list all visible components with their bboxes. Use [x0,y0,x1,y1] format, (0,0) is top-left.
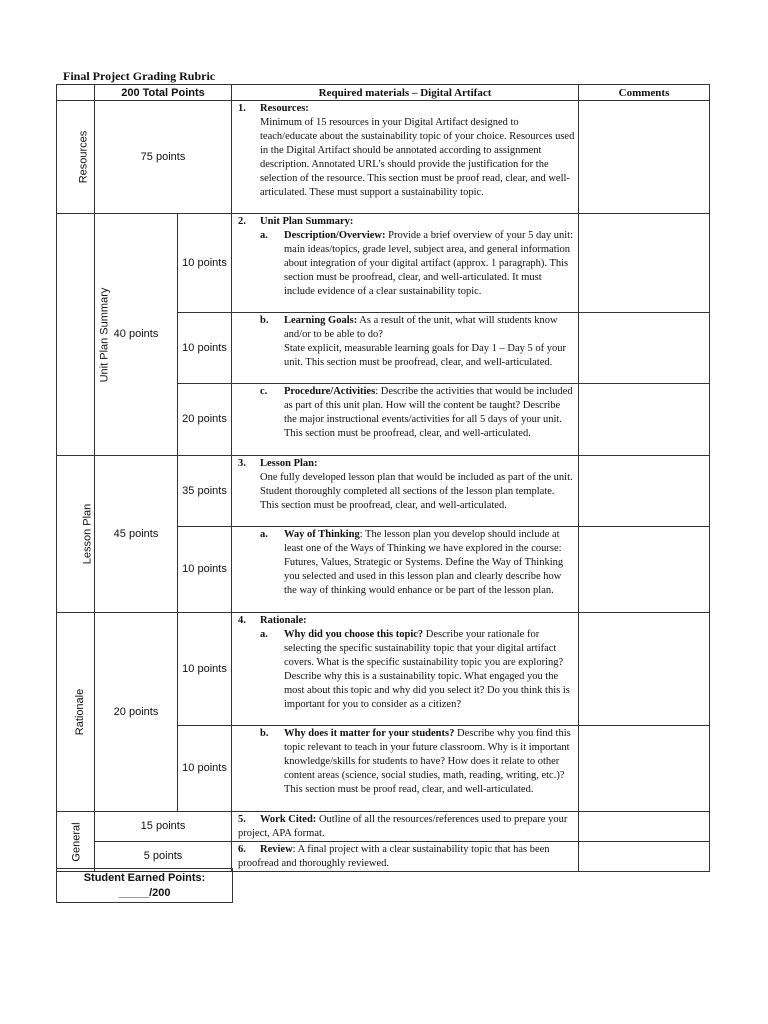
unit-plan-b-comments[interactable] [579,313,710,384]
header-row [57,85,710,101]
unit-plan-a-comments[interactable] [579,214,710,313]
lesson-plan-1-points: 35 points [178,456,232,527]
lesson-plan-points: 45 points [95,456,178,613]
lesson-plan-2-points: 10 points [178,527,232,613]
general-2-comments[interactable] [579,842,710,872]
rationale-b-description: b. Why does it matter for your students? Describe why you find this topic relevant to teach in your future classroom. Why is it important knowledge/skills for students to have? How does it relate to other content areas (science, social studies, math, reading, writing, etc.)? This section must be proof read, clear, and well-articulated. [232,726,579,812]
lesson-plan-1-comments[interactable] [579,456,710,527]
resources-comments[interactable] [579,101,710,214]
general-row-2 [57,842,710,872]
section-label-general: General [57,812,95,872]
section-label-lesson-plan: Lesson Plan [57,456,95,613]
rationale-a-points: 10 points [178,613,232,726]
section-label-resources: Resources [57,101,95,214]
unit-plan-a-points: 10 points [178,214,232,313]
blank-header-cell [57,85,95,101]
resources-description: 1. Resources: Minimum of 15 resources in your Digital Artifact designed to teach/educate about the sustainability topic of your choice. Resources used in the Digital Artifact should be annotated according to assignment description. Annotated URL’s should provide the justification for the selection of the resource. This section must be proof read, clear, and well-articulated. These must support a sustainability topic. [232,101,579,214]
rationale-points: 20 points [95,613,178,812]
unit-plan-b-points: 10 points [178,313,232,384]
earned-points-table [56,868,233,903]
section-label-rationale: Rationale [57,613,95,812]
general-1-description: 5. Work Cited: Outline of all the resources/references used to prepare your project, APA format. [232,812,579,842]
lesson-plan-1-description: 3. Lesson Plan: One fully developed lesson plan that would be included as part of the unit. Student thoroughly completed all sections of the lesson plan template. This section must be proofread, clear, and well-articulated. [232,456,579,527]
rubric-table [56,84,710,872]
general-2-points: 5 points [95,842,232,872]
unit-plan-points: 40 points [95,214,178,456]
unit-plan-a-description: 2. Unit Plan Summary: a. Description/Overview: Provide a brief overview of your 5 day unit: main ideas/topics, grade level, subject area, and general information about integration of your digital artifact (approx. 1 paragraph). This section must be proofread, clear, and well-articulated. It must include evidence of a clear sustainability topic. [232,214,579,313]
rationale-b-comments[interactable] [579,726,710,812]
unit-plan-c-points: 20 points [178,384,232,456]
general-2-description: 6. Review: A final project with a clear sustainability topic that has been proofread and thoroughly reviewed. [232,842,579,872]
earned-points-cell[interactable] [57,869,233,903]
general-1-comments[interactable] [579,812,710,842]
comments-header: Comments [579,85,710,101]
general-1-points: 15 points [95,812,232,842]
required-materials-header: Required materials – Digital Artifact [232,85,579,101]
lesson-plan-2-comments[interactable] [579,527,710,613]
rubric-title: Final Project Grading Rubric [63,69,216,83]
resources-points: 75 points [95,101,232,214]
rationale-a-description: 4. Rationale: a. Why did you choose this topic? Describe your rationale for selecting the specific sustainability topic that your digital artifact covers. What is the specific sustainability topic you are exploring? Describe why this is a sustainability topic. What engaged you the most about this topic and why did you select it? Do you think this is important for you to consider as a citizen? [232,613,579,726]
earned-points-label: Student Earned Points: [83,871,206,884]
general-row-1 [57,812,710,842]
lesson-plan-2-description: a. Way of Thinking: The lesson plan you develop should include at least one of the Ways of Thinking we have explored in the course: Futures, Values, Strategic or Systems. Define the Way of Thinking you selected and used in this lesson plan and clearly describe how the way of thinking would enhance or be part of the lesson plan. [232,527,579,613]
unit-plan-c-comments[interactable] [579,384,710,456]
rationale-a-comments[interactable] [579,613,710,726]
unit-plan-c-description: c. Procedure/Activities: Describe the activities that would be included as part of this unit plan. How will the content be taught? Describe the major instructional events/activities for all 5 days of your unit. This section must be proofread, clear, and well-articulated. [232,384,579,456]
rationale-row-a [57,613,710,726]
earned-points-value: _____/200 [118,886,171,899]
unit-plan-row-a [57,214,710,313]
rationale-b-points: 10 points [178,726,232,812]
section-label-unit-plan: Unit Plan Summary [57,214,95,456]
unit-plan-b-description: b. Learning Goals: As a result of the unit, what will students know and/or to be able to do? State explicit, measurable learning goals for Day 1 – Day 5 of your unit. This section must be proofread, clear, and well-articulated. [232,313,579,384]
total-points-header: 200 Total Points [95,85,232,101]
resources-row [57,101,710,214]
lesson-plan-row-1 [57,456,710,527]
